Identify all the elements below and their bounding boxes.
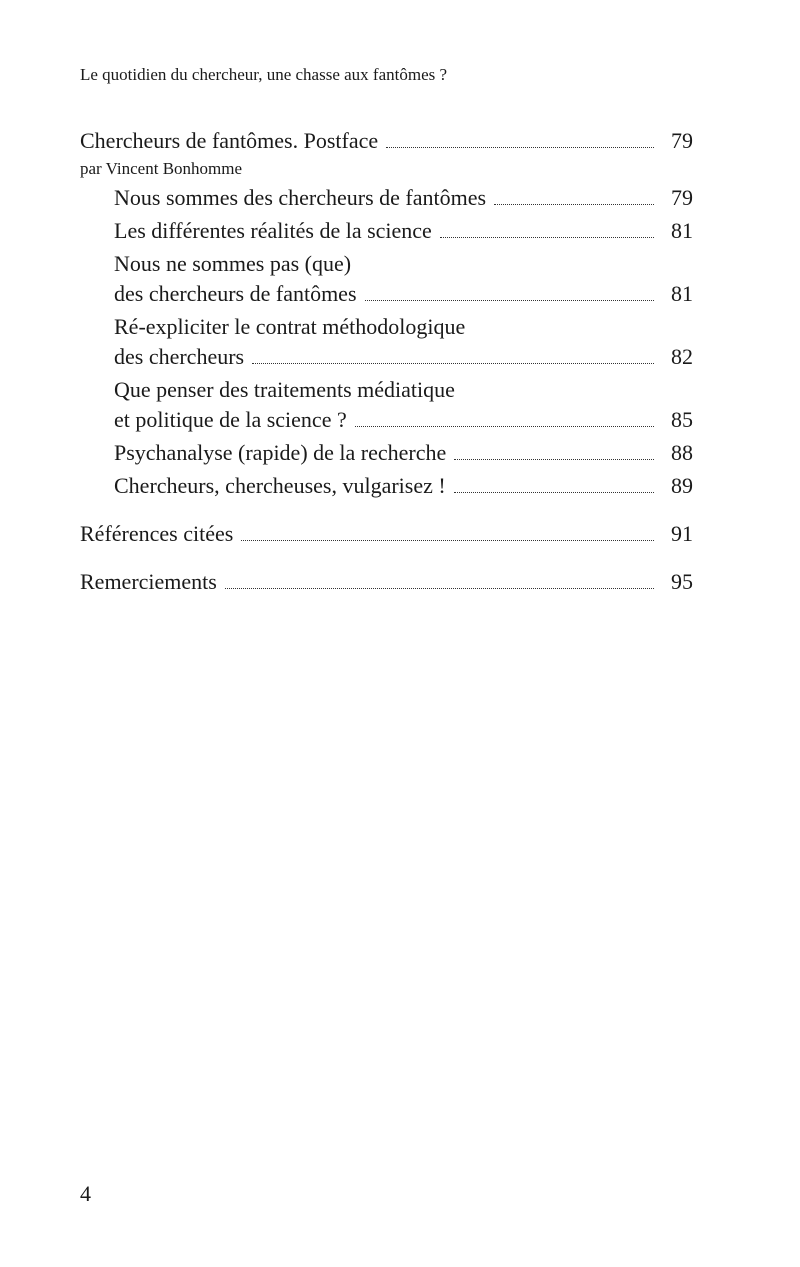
toc-entry-postface[interactable] xyxy=(80,126,693,156)
toc-subentry-page: 81 xyxy=(671,281,693,306)
page-number: 4 xyxy=(80,1181,91,1206)
toc-subentry-title-line1: Que penser des traitements médiatique xyxy=(114,377,455,402)
dot-leader xyxy=(454,459,654,460)
toc-entry-page: 79 xyxy=(671,128,693,153)
toc-subentry[interactable] xyxy=(80,249,693,309)
dot-leader xyxy=(440,237,654,238)
toc-author: par Vincent Bonhomme xyxy=(80,159,243,178)
toc-subentry-title: Nous sommes des chercheurs de fantômes xyxy=(114,185,487,210)
toc-entry-page: 91 xyxy=(671,521,693,546)
toc-entry-title: Remerciements xyxy=(80,569,217,594)
toc-subentry-page: 79 xyxy=(671,185,693,210)
dot-leader xyxy=(355,426,654,427)
dot-leader xyxy=(386,147,654,148)
toc-subentry-title: Chercheurs, chercheuses, vulgarisez ! xyxy=(114,473,446,498)
toc-subentry-title-line2: des chercheurs de fantômes xyxy=(114,281,357,306)
table-of-contents xyxy=(80,126,693,597)
toc-entry-thanks[interactable] xyxy=(80,567,693,597)
toc-subentry-title-line1: Nous ne sommes pas (que) xyxy=(114,251,352,276)
toc-entry-references[interactable] xyxy=(80,519,693,549)
toc-entry-title: Références citées xyxy=(80,521,234,546)
toc-subentry-page: 82 xyxy=(671,344,693,369)
toc-subentry[interactable] xyxy=(80,183,693,213)
toc-subentry-title-line2: et politique de la science ? xyxy=(114,407,347,432)
toc-entry-title: Chercheurs de fantômes. Postface xyxy=(80,128,379,153)
toc-subentry-title-line1: Ré-expliciter le contrat méthodologique xyxy=(114,314,466,339)
toc-subentry-page: 88 xyxy=(671,440,693,465)
dot-leader xyxy=(454,492,654,493)
toc-subentry[interactable] xyxy=(80,312,693,372)
toc-subentry-title: Les différentes réalités de la science xyxy=(114,218,432,243)
dot-leader xyxy=(494,204,654,205)
toc-subentry[interactable] xyxy=(80,471,693,501)
toc-subentry-page: 85 xyxy=(671,407,693,432)
dot-leader xyxy=(241,540,654,541)
toc-subentry-title-line2: des chercheurs xyxy=(114,344,245,369)
dot-leader xyxy=(252,363,654,364)
toc-subentry[interactable] xyxy=(80,375,693,435)
toc-subentry[interactable] xyxy=(80,216,693,246)
dot-leader xyxy=(225,588,654,589)
toc-subentry[interactable] xyxy=(80,438,693,468)
toc-subentry-page: 89 xyxy=(671,473,693,498)
toc-subentry-page: 81 xyxy=(671,218,693,243)
toc-subentry-title: Psychanalyse (rapide) de la recherche xyxy=(114,440,447,465)
toc-entry-page: 95 xyxy=(671,569,693,594)
dot-leader xyxy=(365,300,654,301)
running-header: Le quotidien du chercheur, une chasse aux fantômes ? xyxy=(80,65,448,84)
